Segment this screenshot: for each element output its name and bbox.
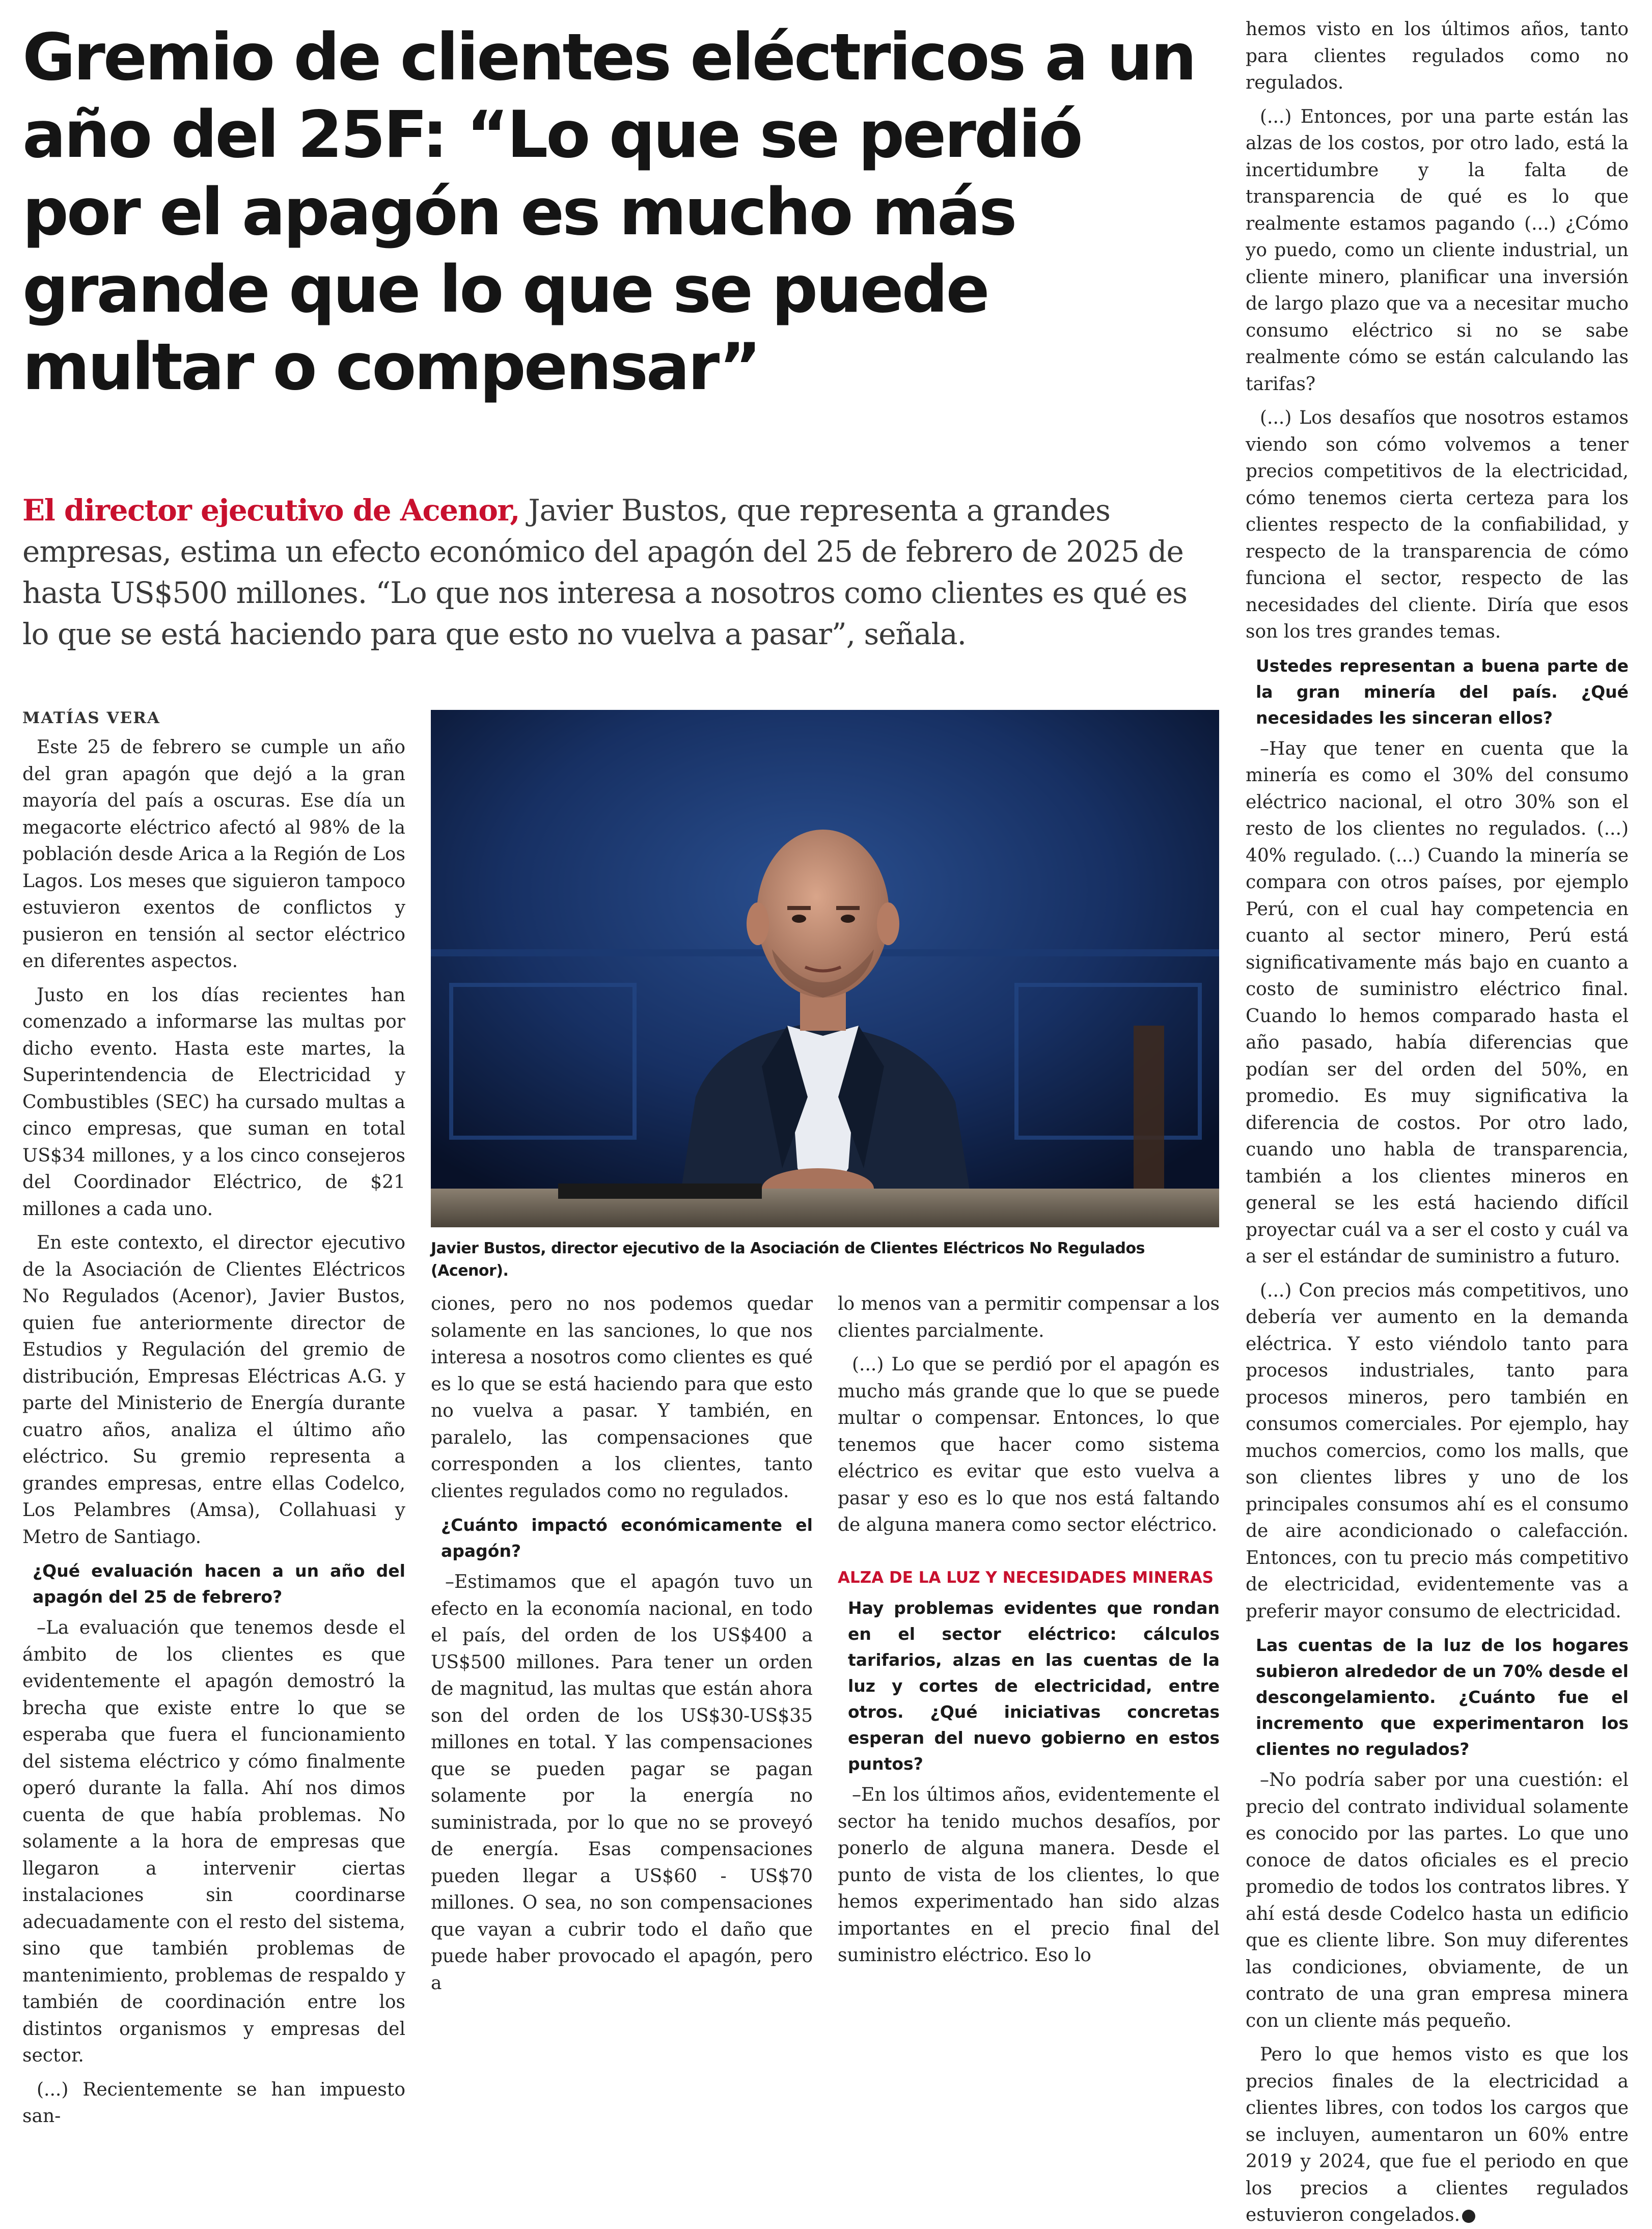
body-paragraph: hemos visto en los últimos años, tanto para clientes regulados como no regulados. (1246, 19, 1629, 93)
body-paragraph: (...) Recientemente se han impuesto san- (22, 2079, 405, 2127)
body-paragraph: Justo en los días recientes han comenzado a informarse las multas por dicho evento. Hasta este martes, la Superintendencia de Electricidad y Combustibles (SEC) ha cursado multas a cinco empresas, que suman en total US$34 millones, y a los cinco consejeros del Coordinador Eléctrico, de $21 millones a cada uno. (22, 984, 405, 1220)
section-heading: ALZA DE LA LUZ Y NECESIDADES MINERAS (838, 1568, 1214, 1587)
body-paragraph: (...) Los desafíos que nosotros estamos viendo son cómo volvemos a tener precios competitivos de la electricidad, cómo tenemos cierta certeza para los clientes respecto de la confiabilidad, y respecto de la transparencia de cómo funciona el sector, respecto de las necesidades del cliente. Diría que esos son los tres grandes temas. (1246, 407, 1629, 642)
body-column-2 (431, 1291, 813, 1994)
byline: MATÍAS VERA (22, 709, 160, 727)
interview-question: Hay problemas evidentes que rondan en el sector eléctrico: cálculos tarifarios, alzas en las cuentas de la luz y cortes de electricidad, entre otros. ¿Qué iniciativas concretas esperan del nuevo gobierno en estos puntos? (848, 1598, 1220, 1774)
portrait-illustration (431, 710, 1219, 1227)
body-paragraph: (...) Lo que se perdió por el apagón es mucho más grande que lo que se puede multar o compensar. Entonces, lo que tenemos que hacer como sistema eléctrico es evitar que esto vuelva a pasar y eso es lo que nos está faltando de alguna manera como sector eléctrico. (838, 1354, 1220, 1535)
lead-text: Javier Bustos, que representa a grandes empresas, estima un efecto económico del apagón del 25 de febrero de 2025 de hasta US$500 millones. “Lo que nos interesa a nosotros como clientes es qué es lo que se está haciendo para que esto no vuelva a pasar”, señala. (22, 493, 1188, 651)
photo-caption: Javier Bustos, director ejecutivo de la Asociación de Clientes Eléctricos No Regulados (Acenor). (431, 1240, 1145, 1280)
interview-question: Las cuentas de la luz de los hogares subieron alrededor de un 70% desde el descongelamiento. ¿Cuánto fue el incremento que experimentaron los clientes no regulados? (1256, 1635, 1629, 1759)
body-paragraph: –No podría saber por una cuestión: el precio del contrato individual solamente es conocido por las partes. Lo que uno conoce de datos oficiales es el precio promedio de todos los contratos libres. Y ahí está desde Codelco hasta un edificio que es cliente libre. Son muy diferentes las condiciones, obviamente, de un contrato de una gran empresa minera con un cliente más pequeño. (1246, 1770, 1629, 2031)
body-column-4 (1246, 16, 1629, 2225)
interview-question: Ustedes representan a buena parte de la gran minería del país. ¿Qué necesidades les sinceran ellos? (1256, 655, 1629, 728)
body-paragraph (1246, 2042, 1629, 2229)
body-paragraph: –Estimamos que el apagón tuvo un efecto en la economía nacional, en todo el país, del orden de los US$400 a US$500 millones. Para tener un orden de magnitud, las multas que están ahora son del orden de los US$30-US$35 millones en total. Y las compensaciones que se pueden pagar se pagan solamente por la energía no suministrada, por lo que no se proveyó de energía. Esas compensaciones pueden llegar a US$60 - US$70 millones. O sea, no son compensaciones que vayan a cubrir todo el daño que puede haber provocado el apagón, pero a (431, 1572, 813, 1994)
body-paragraph: En este contexto, el director ejecutivo de la Asociación de Clientes Eléctricos No Regulados (Acenor), Javier Bustos, quien fue anteriormente director de Estudios y Regulación del gremio de distribución, Empresas Eléctricas A.G. y parte del Ministerio de Energía durante cuatro años, analiza el último año eléctrico. Su gremio representa a grandes empresas, entre ellas Codelco, Los Pelambres (Amsa), Collahuasi y Metro de Santiago. (22, 1232, 405, 1548)
body-column-3 (838, 1291, 1220, 1966)
lead-paragraph (22, 490, 1214, 655)
lead-highlight: El director ejecutivo de Acenor, (22, 493, 519, 528)
interview-question: ¿Qué evaluación hacen a un año del apagón del 25 de febrero? (33, 1561, 405, 1607)
end-of-article-icon: P (1462, 2210, 1475, 2223)
headline: Gremio de clientes eléctricos a un año del 25F: “Lo que se perdió por el apagón es mucho más grande que lo que se puede multar o compensar” (22, 19, 1195, 404)
body-paragraph: Este 25 de febrero se cumple un año del gran apagón que dejó a la gran mayoría del país a oscuras. Ese día un megacorte eléctrico afectó al 98% de la población desde Arica a la Región de Los Lagos. Los meses que siguieron tampoco estuvieron exentos de conflictos y pusieron en tensión al sector eléctrico en diferentes aspectos. (22, 737, 405, 972)
interview-question: ¿Cuánto impactó económicamente el apagón? (441, 1515, 813, 1561)
portrait-photo (431, 710, 1219, 1227)
body-paragraph: lo menos van a permitir compensar a los clientes parcialmente. (838, 1294, 1220, 1341)
body-paragraph: –Hay que tener en cuenta que la minería es como el 30% del consumo eléctrico nacional, el otro 30% son el resto de los clientes no regulados. (...) 40% regulado. (...) Cuando la minería se compara con otros países, por ejemplo Perú, con el cual hay competencia en cuanto al sector minero, Perú está significativamente más bajo en cuanto a costo de suministro eléctrico final. Cuando lo hemos comparado hasta el año pasado, había diferencias que podían ser del orden del 50%, en promedio. Es muy significativa la diferencia de costos. Por otro lado, cuando uno habla de transparencia, también a los clientes mineros en general se les está haciendo difícil proyectar cuál va a ser el costo y cuál va a ser el estándar de suministro a futuro. (1246, 738, 1629, 1267)
body-paragraph: –La evaluación que tenemos desde el ámbito de los clientes es que evidentemente el apagón demostró la brecha que existe entre lo que se esperaba que fuera el funcionamiento del sistema eléctrico y cómo finalmente operó durante la falla. Ahí nos dimos cuenta de que había problemas. No solamente a la hora de empresas que llegaron a intervenir ciertas instalaciones sin coordinarse adecuadamente con el resto del sistema, sino que también problemas de mantenimiento, problemas de respaldo y también de coordinación entre los distintos organismos y empresas del sector. (22, 1617, 405, 2066)
body-paragraph: –En los últimos años, evidentemente el sector ha tenido muchos desafíos, por ponerlo de alguna manera. Desde el punto de vista de los clientes, lo que hemos experimentado han sido alzas importantes en el precio final del suministro eléctrico. Eso lo (838, 1784, 1220, 1966)
body-paragraph-text: Pero lo que hemos visto es que los precios finales de la electricidad a clientes libres, con todos los cargos que se incluyen, aumentaron un 60% entre 2019 y 2024, que fue el periodo en que los precios a clientes regulados estuvieron congelados. (1246, 2044, 1629, 2225)
body-paragraph: ciones, pero no nos podemos quedar solamente en las sanciones, lo que nos interesa a nosotros como clientes es qué es lo que se está haciendo para que esto no vuelva a pasar. Y también, en paralelo, las compensaciones que corresponden a los clientes, tanto clientes regulados como no regulados. (431, 1294, 813, 1502)
body-paragraph: (...) Con precios más competitivos, uno debería ver aumento en la demanda eléctrica. Y esto viéndolo tanto para procesos industriales, tanto para procesos mineros, pero también en consumos comerciales. Por ejemplo, hay muchos comercios, como los malls, que son clientes libres y uno de los principales consumos ahí es el consumo de aire acondicionado o calefacción. Entonces, con tu precio más competitivo de electricidad, evidentemente vas a preferir mayor consumo de electricidad. (1246, 1280, 1629, 1622)
body-column-1 (22, 734, 405, 2127)
body-paragraph: (...) Entonces, por una parte están las alzas de los costos, por otro lado, está la incertidumbre y la falta de transparencia de qué es lo que realmente estamos pagando (...) ¿Cómo yo puedo, como un cliente industrial, un cliente minero, planificar una inversión de largo plazo que va a necesitar mucho consumo eléctrico si no se sabe realmente cómo se están calculando las tarifas? (1246, 106, 1629, 395)
